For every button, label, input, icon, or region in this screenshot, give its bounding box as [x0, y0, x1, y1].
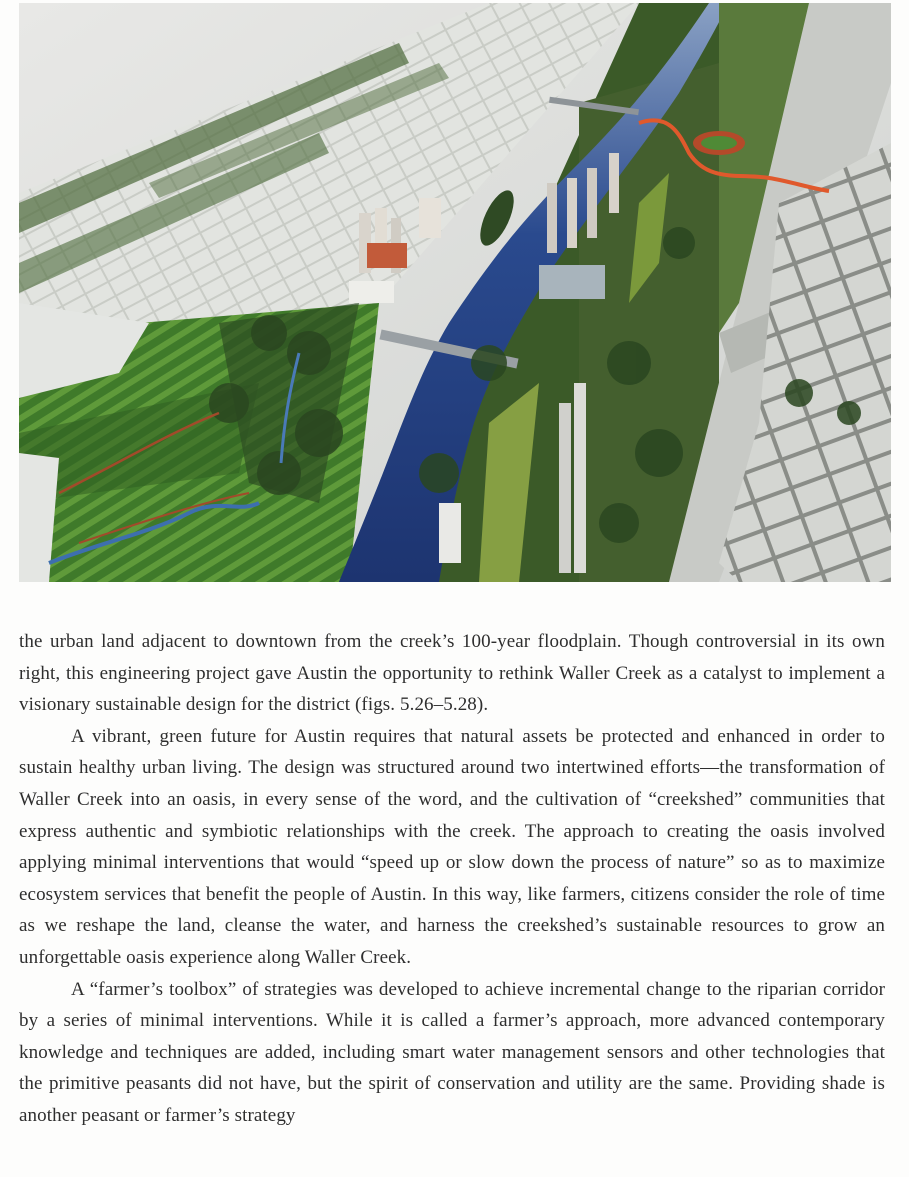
body-paragraph: A vibrant, green future for Austin requires that natural assets be protected and enhanced in order to sustain healthy urban living. The design was structured around two intertwined efforts—the transformation of Waller Creek into an oasis, in every sense of the word, and the cultivation of “creekshed” communities that express authentic and symbiotic relationships with the creek. The approach to creating the oasis involved applying minimal interventions that would “speed up or slow down the process of nature” so as to maximize ecosystem services that benefit the people of Austin. In this way, like farmers, citizens consider the role of time as we reshape the land, cleanse the water, and harness the creekshed’s sustainable resources to grow an unforgettable oasis experience along Waller Creek.	[19, 725, 885, 968]
body-text	[19, 626, 885, 1132]
body-paragraph: A “farmer’s toolbox” of strategies was developed to achieve incremental change to the riparian corridor by a series of minimal interventions. While it is called a farmer’s approach, more advanced contemporary knowledge and techniques are added, including smart water management sensors and other technologies that the primitive peasants did not have, but the spirit of conservation and utility are the same. Providing shade is another peasant or farmer’s strategy	[19, 978, 885, 1126]
aerial-rendering-image	[19, 3, 891, 582]
body-paragraph: the urban land adjacent to downtown from the creek’s 100-year floodplain. Though controversial in its own right, this engineering project gave Austin the opportunity to rethink Waller Creek as a catalyst to implement a visionary sustainable design for the district (figs. 5.26–5.28).	[19, 631, 885, 716]
aerial-rendering-illustration	[19, 3, 891, 582]
